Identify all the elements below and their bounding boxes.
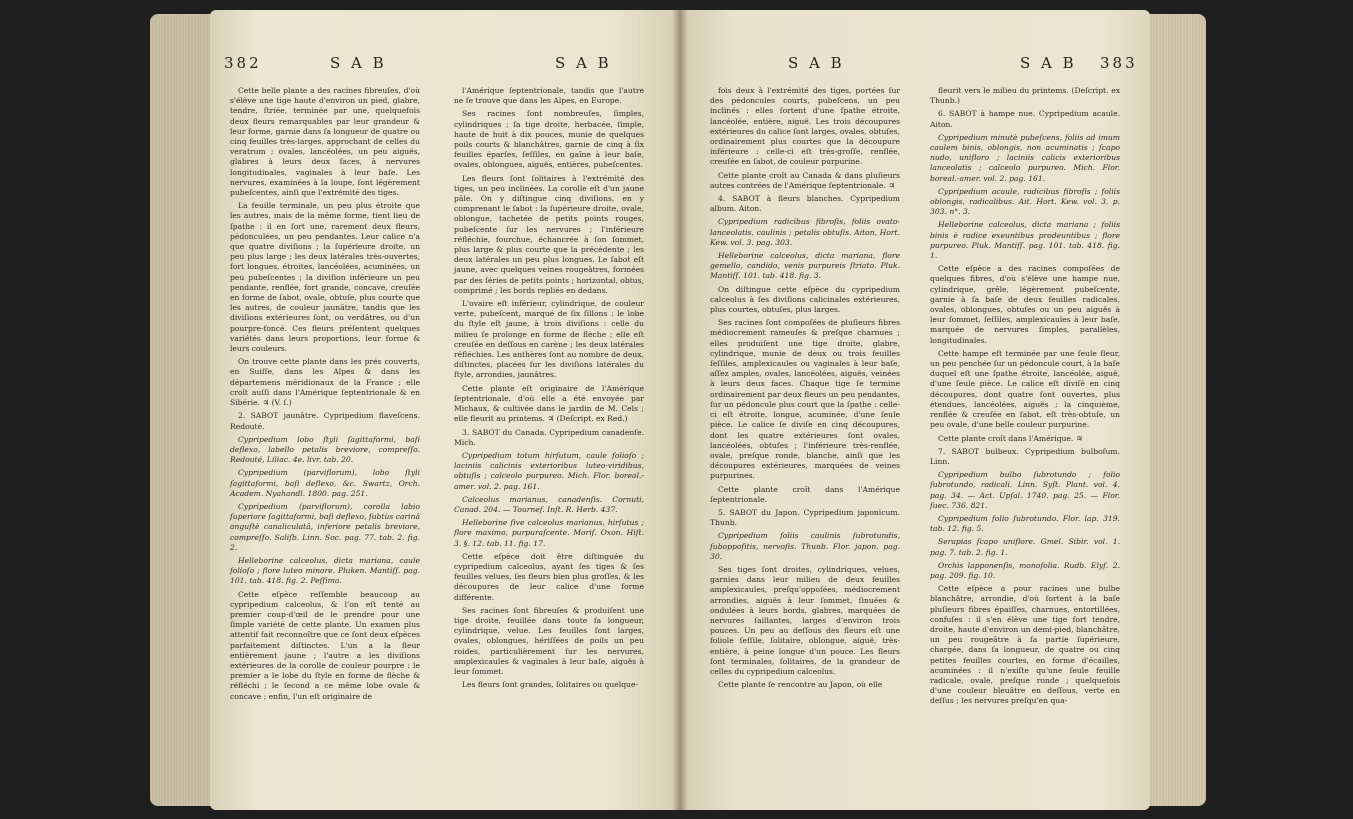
paragraph: Cette belle plante a des racines fibreuſes, d'où s'élève une tige haute d'environ un pied, glabre, tendre, ſtriée, terminée par une, quelquefois deux fleurs remarquables par leur grandeur & leur forme, garnie dans ſa longueur de quatre ou cinq feuilles très-larges, approchant de celles du veratrum ; ovales, lancéolées, un peu aiguës, glabres à leurs deux faces, à nervures longitudinales, vaginales à leur baſe. Les nervures, examinées à la loupe, ſont légèrement pubeſcentes, ainſi que l'extrémité des tiges. (230, 86, 420, 198)
paragraph: Cypripedium minutè pubeſcens, foliis ad imum caulem binis, oblongis, non acuminatis ; ſcapo nudo, unifloro ; laciniis calicis exterioribus lanceolatis ; calceolo purpureo. Mich. Flor. boreal.-amer. vol. 2. pag. 161. (930, 132, 1120, 183)
paragraph: fleurit vers le milieu du printems. (Deſcript. ex Thunb.) (930, 86, 1120, 106)
paragraph: Ses racines ſont nombreuſes, ſimples, cylindriques ; ſa tige droite, herbacée, ſimple, haute de huit à dix pouces, munie de quelques poils courts & blanchâtres, garnie de cinq à ſix feuilles éparſes, ſeſſiles, en gaîne à leur baſe, ovales, oblongues, aiguës, entières, pubeſcentes. (454, 109, 644, 170)
paragraph: Helleborine calceolus, dicta mariana, caule folioſo ; flore luteo minore. Pluken. Mantiſſ. pag. 101. tab. 418. fig. 2. Peſſima. (230, 555, 420, 586)
paragraph: Cypripedium foliis caulinis ſubrotundis, ſuboppoſitis, nervoſis. Thunb. Flor. japon. pag. 30. (710, 531, 900, 561)
right-page-column-2 (930, 86, 1120, 710)
paragraph: Calceolus marianus, canadenſis. Cornuti, Canad. 204. — Tournef. Inſt. R. Herb. 437. (454, 494, 644, 514)
paragraph: Cette plante croît au Canada & dans pluſieurs autres contrées de l'Amérique ſeptentrionale. ♃ (710, 170, 900, 190)
left-page-running-head-1: S A B (330, 54, 387, 72)
book-gutter (672, 10, 688, 810)
right-page (680, 10, 1150, 810)
left-page-column-1 (230, 86, 420, 705)
paragraph: Helleborine ſive calceolus marianus, hirſutus ; flore maximo, purpuraſcente. Moriſ. Oxon. Hiſt. 3. §. 12. tab. 11. fig. 17. (454, 518, 644, 548)
right-page-running-head-1: S A B (788, 54, 845, 72)
paragraph: Cypripedium totum hirſutum, caule folioſo ; laciniis calicinis exterioribus luteo-viridibus, obtuſis ; calceolo purpureo. Mich. Flor. boreal.-amer. vol. 2. pag. 161. (454, 450, 644, 491)
right-page-edges (1148, 14, 1206, 806)
paragraph: L'ovaire eſt inférieur, cylindrique, de couleur verte, pubeſcent, marqué de ſix ſillons : le lobe du ſtyle eſt jaune, à trois diviſions : celle du milieu ſe prolonge en forme de flèche ; elle eſt creuſée en deſſous en carène ; les deux latérales réfléchies. Les anthères ſont au nombre de deux, diſtinctes, placées ſur les diviſions latérales du ſtyle, arrondies, jaunâtres. (454, 299, 644, 380)
paragraph: 6. SABOT à hampe nue. Cypripedium acaule. Aiton. (930, 109, 1120, 129)
paragraph: l'Amérique ſeptentrionale, tandis que l'autre ne ſe trouve que dans les Alpes, en Europe. (454, 86, 644, 106)
left-page-running-head-2: S A B (555, 54, 612, 72)
paragraph: Les fleurs ſont ſolitaires à l'extrémité des tiges, un peu inclinées. La corolle eſt d'un jaune pâle. On y diſtingue cinq diviſions, en y comprenant le ſabot : la ſupérieure droite, ovale, oblongue, tachetée de petits points rouges, pubeſcente ſur les nervures ; l'inférieure réfléchie, fourchue, échancrée à ſon ſommet, plus large & plus courte que la précédente ; les deux latérales un peu plus longues. Le ſabot eſt jaune, avec quelques veines rougeâtres, formées par des ſéries de petits points ; horizontal, obtus, comprimé ; les bords repliés en dedans. (454, 173, 644, 295)
paragraph: La feuille terminale, un peu plus étroite que les autres, mais de la même forme, tient lieu de ſpathe : il en ſort une, rarement deux fleurs, pédonculées, un peu pendantes. Leur calice n'a que quatre diviſions ; la ſupérieure droite, un peu plus large ; les deux latérales très-ouvertes, fort longues, étroites, lancéolées, acuminées, un peu pubeſcentes ; la diviſion inférieure un peu pendante, renflée, fort grande, concave, creuſée en forme de ſabot, ovale, obtuſe, plus courte que les autres, de couleur jaunâtre, tandis que les diviſions extérieures ſont, ou verdâtres, ou d'un pourpre-foncé. Ces fleurs préſentent quelques variétés dans leurs proportions, leur forme & leurs couleurs. (230, 201, 420, 354)
left-page-number: 382 (224, 54, 262, 72)
paragraph: 5. SABOT du Japon. Cypripedium japonicum. Thunb. (710, 507, 900, 528)
paragraph: 3. SABOT du Canada. Cypripedium canadenſe. Mich. (454, 427, 644, 447)
paragraph: Cette plante croît dans l'Amérique ſeptentrionale. (710, 484, 900, 504)
paragraph: Cette hampe eſt terminée par une ſeule fleur, un peu penchée ſur un pédoncule court, à la baſe duquel eſt une ſpathe étroite, lancéolée, aiguë, d'une ſeule pièce. Le calice eſt diviſé en cinq découpures, dont quatre ſont ouvertes, plus étendues, lancéolées, aiguës ; la cinquième, renflée & creuſée en ſabot, eſt très-obtuſe, un peu ovale, d'une belle couleur purpurine. (930, 348, 1120, 430)
paragraph: 7. SABOT bulbeux. Cypripedium bulboſum. Linn. (930, 446, 1120, 466)
right-page-number: 383 (1100, 54, 1138, 72)
paragraph: Serapias ſcapo uniflore. Gmel. Sibir. vol. 1. pag. 7. tab. 2. fig. 1. (930, 537, 1120, 557)
paragraph: Cypripedium (parviflorum), corolla labio ſuperiore ſagittaformi, baſi deflexo, ſubtùs carinâ anguſtè canaliculatâ, inferiore petalis breviore, compreſſo. Saliſb. Linn. Soc. pag. 77. tab. 2. fig. 2. (230, 501, 420, 552)
paragraph: On diſtingue cette eſpèce du cypripedium calceolus à ſes diviſions calicinales extérieures, plus courtes, obtuſes, plus larges. (710, 284, 900, 315)
paragraph: On trouve cette plante dans les prés couverts, en Suiſſe, dans les Alpes & dans les départemens méridionaux de la France ; elle croît auſſi dans l'Amérique ſeptentrionale & en Sibérie. ♃ (V. ſ.) (230, 357, 420, 408)
paragraph: 4. SABOT à fleurs blanches. Cypripedium album. Aiton. (710, 194, 900, 214)
paragraph: Cette eſpèce a pour racines une bulbe blanchâtre, arrondie, d'où ſortent à la baſe pluſieurs fibres épaiſſes, charnues, entortillées, confuſes : il s'en élève une tige fort tendre, droite, haute d'environ un demi-pied, blanchâtre, un peu rougeâtre à ſa partie ſupérieure, chargée, dans ſa longueur, de quatre ou cinq petites feuilles courtes, en forme d'écailles, acuminées : il n'exiſte qu'une ſeule feuille radicale, ovale, preſque ronde ; quelquefois d'une couleur bleuâtre en deſſous, verte en deſſus ; les nervures preſqu'en qua- (930, 584, 1120, 706)
paragraph: Cypripedium lobo ſtyli ſagittaformi, baſi deflexo, labello petalis breviore, compreſſo. Redouté, Liliac. 4e. livr. tab. 20. (230, 434, 420, 465)
paragraph: Cette eſpèce a des racines compoſées de quelques fibres, d'où s'élève une hampe nue, cylindrique, grêle, légèrement pubeſcente, garnie à ſa baſe de deux feuilles radicales, ovales, oblongues, obtuſes ou un peu aiguës à leur ſommet, ſeſſiles, amplexicaules à leur baſe, marquée de nervures ſimples, parallèles, longitudinales. (930, 264, 1120, 345)
left-page-column-2 (454, 86, 644, 693)
right-page-running-head-2: S A B (1020, 54, 1077, 72)
paragraph: Cette eſpèce doit être diſtinguée du cypripedium calceolus, ayant ſes tiges & ſes feuilles velues, ſes fleurs bien plus groſſes, & les découpures de leur calice d'une forme différente. (454, 551, 644, 602)
paragraph: Cypripedium radicibus fibroſis, foliis ovato-lanceolatis, caulinis ; petalis obtuſis. Aiton, Hort. Kew. vol. 3. pag. 303. (710, 217, 900, 247)
left-page-edges (150, 14, 212, 806)
paragraph: Cette plante eſt originaire de l'Amérique ſeptentrionale, d'où elle a été envoyée par Michaux, & cultivée dans le jardin de M. Cels ; elle fleurit au printems. ♃ (Deſcript. ex Red.) (454, 383, 644, 424)
paragraph: Helleborine calceolus, dicta mariana, flore gemello, candido, venis purpureis ſtriato. Pluk. Mantiſſ. 101. tab. 418. fig. 3. (710, 251, 900, 281)
paragraph: Cette plante croît dans l'Amérique. ♃ (938, 433, 1083, 443)
paragraph: Cypripedium bulbo ſubrotundo ; folio ſubrotundo, radicali. Linn. Syſt. Plant. vol. 4. pag. 34. — Act. Upſal. 1740. pag. 25. — Flor. ſuec. 736. 821. (930, 470, 1120, 510)
paragraph: Cette plante ſe rencontre au Japon, où elle (718, 680, 883, 690)
paragraph: Ses racines ſont fibreuſes & produiſent une tige droite, feuillée dans toute ſa longueur, cylindrique, velue. Les feuilles ſont larges, ovales, oblongues, hériſſées de poils un peu roides, particulièrement ſur les nervures, amplexicaules & vaginales à leur baſe, aiguës à leur ſommet. (454, 605, 644, 676)
paragraph: Les fleurs ſont grandes, ſolitaires ou quelque- (462, 680, 639, 690)
paragraph: fois deux à l'extrémité des tiges, portées ſur des pédoncules courts, pubeſcens, un peu inclinés : elles ſortent d'une ſpathe étroite, lancéolée, entière, aiguë. Les trois découpures extérieures du calice ſont larges, ovales, obtuſes, ordinairement plus courtes que la découpure inférieure : celle-ci eſt très-groſſe, renflée, creuſée en ſabot, de couleur purpurine. (710, 86, 900, 167)
right-page-column-1 (710, 86, 900, 693)
paragraph: Cypripedium (parviflorum), lobo ſtyli ſagittaformi, baſi deflexo, &c. Swartz, Orch. Academ. Nyahandl. 1800. pag. 251. (230, 468, 420, 498)
paragraph: 2. SABOT jaunâtre. Cypripedium flaveſcens. Redouté. (230, 411, 420, 431)
paragraph: Orchis lapponenſis, monofolia. Rudb. Elyſ. 2. pag. 209. fig. 10. (930, 560, 1120, 580)
paragraph: Cypripedium folio ſubrotundo. Flor. lap. 319. tab. 12. fig. 5. (930, 513, 1120, 534)
paragraph: Ses tiges ſont droites, cylindriques, velues, garnies dans leur milieu de deux feuilles amplexicaules, preſqu'oppoſées, médiocrement arrondies, aiguës à leur ſommet, ſinuées & ondulées à leurs bords, glabres, marquées de nervures ſaillantes, larges d'environ trois pouces. Un peu au deſſous des fleurs eſt une foliole ſeſſile, ſolitaire, oblongue, aiguë, très-entière, à peine longue d'un pouce. Les fleurs ſont terminales, ſolitaires, de la grandeur de celles du cypripedium calceolus. (710, 564, 900, 676)
paragraph: Cypripedium acaule, radicibus fibroſis ; foliis oblongis, radicalibus. Ait. Hort. Kew. vol. 3. p. 303. n°. 3. (930, 186, 1120, 217)
paragraph: Cette eſpèce reſſemble beaucoup au cypripedium calceolus, & l'on eſt tenté au premier coup-d'œil de le prendre pour une ſimple variété de cette plante. Un examen plus attentif fait reconnoître que ce ſont deux eſpèces parfaitement diſtinctes. L'un a la fleur entièrement jaune ; l'autre a les diviſions extérieures de la corolle de couleur pourpre : le premier a le lobe du ſtyle en forme de flèche & réfléchi ; le ſecond a ce même lobe ovale & concave ; enfin, l'un eſt originaire de (230, 589, 420, 701)
paragraph: Ses racines ſont compoſées de pluſieurs fibres médiocrement rameuſes & preſque charnues ; elles produiſent une tige droite, glabre, cylindrique, munie de deux ou trois feuilles ſeſſiles, amplexicaules ou vaginales à leur baſe, aſſez amples, ovales, lancéolées, aiguës, veinées à leurs deux faces. Chaque tige ſe termine ordinairement par deux fleurs un peu pendantes, ſur un pédoncule plus court que la ſpathe : celle-ci eſt étroite, longue, acuminée, d'une ſeule pièce. Le calice ſe diviſe en cinq découpures, dont les quatre extérieures ſont ovales, lancéolées, obtuſes ; l'inférieure très-renflée, ovale, preſque ronde, blanche, ainſi que les découpures extérieures, marquées de veines purpurines. (710, 318, 900, 481)
left-page (210, 10, 680, 810)
paragraph: Helleborine calceolus, dicta mariana ; foliis binis è radice exeuntibus prodeuntibus ; flore purpureo. Pluk. Mantiſſ. pag. 101. tab. 418. fig. 1. (930, 220, 1120, 261)
